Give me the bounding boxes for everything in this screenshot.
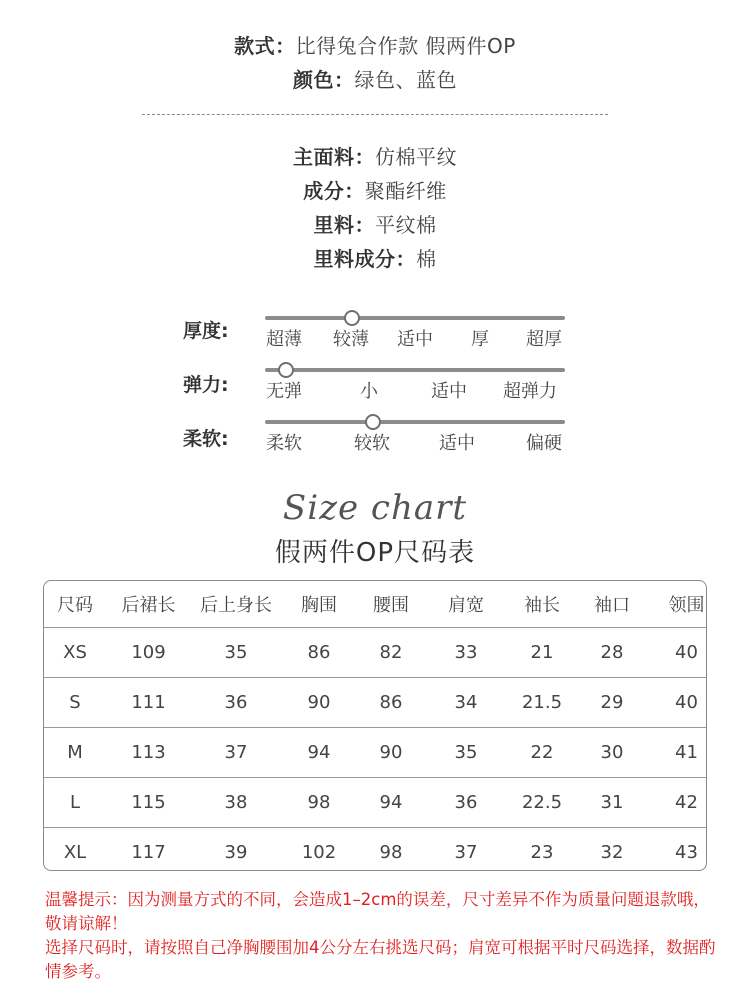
table-row	[44, 628, 707, 678]
table-cell: 36	[425, 778, 507, 828]
table-row	[44, 728, 707, 778]
table-cell: 28	[577, 628, 647, 678]
table-row	[44, 778, 707, 828]
spec-color-key: 颜色：	[293, 68, 355, 92]
table-cell: XS	[44, 628, 106, 678]
table-cell: 117	[106, 828, 191, 872]
elasticity-tick: 超弹力	[503, 381, 557, 402]
spec-lining	[0, 212, 750, 238]
softness-track	[265, 420, 565, 424]
table-cell: 82	[357, 628, 425, 678]
notice-line-selection: 选择尺码时，请按照自己净胸腰围加4公分左右挑选尺码；肩宽可根据平时尺码选择，数据酌情参考。	[45, 938, 716, 981]
spec-color	[0, 67, 750, 93]
table-cell: 90	[281, 678, 357, 728]
spec-lining-key: 里料：	[313, 213, 375, 237]
table-cell: 33	[425, 628, 507, 678]
table-cell: 94	[357, 778, 425, 828]
thickness-tick: 超薄	[266, 329, 302, 350]
spec-composition	[0, 178, 750, 204]
elasticity-tick: 无弹	[266, 381, 302, 402]
table-cell: 98	[281, 778, 357, 828]
softness-label: 柔软:	[183, 428, 229, 450]
table-cell: 40	[647, 678, 707, 728]
table-cell: 43	[647, 828, 707, 872]
table-cell: 37	[191, 728, 281, 778]
table-cell: 86	[357, 678, 425, 728]
table-cell: 32	[577, 828, 647, 872]
table-cell: 113	[106, 728, 191, 778]
table-header: 袖口	[594, 595, 630, 616]
table-cell: 29	[577, 678, 647, 728]
table-header: 尺码	[57, 595, 93, 616]
table-cell: 22	[507, 728, 577, 778]
table-header-row	[44, 581, 707, 628]
spec-lining-composition-value: 棉	[416, 247, 437, 271]
table-cell: 42	[647, 778, 707, 828]
table-cell: 34	[425, 678, 507, 728]
thickness-tick: 适中	[397, 329, 433, 350]
table-header: 胸围	[301, 595, 337, 616]
thickness-tick: 厚	[471, 329, 489, 350]
dashed-divider	[142, 114, 608, 115]
elasticity-track	[265, 368, 565, 372]
table-cell: 21.5	[507, 678, 577, 728]
table-header: 肩宽	[448, 595, 484, 616]
spec-composition-key: 成分：	[303, 179, 365, 203]
table-cell: 111	[106, 678, 191, 728]
table-cell: S	[44, 678, 106, 728]
table-cell: 39	[191, 828, 281, 872]
table-cell: 37	[425, 828, 507, 872]
size-notice	[45, 888, 725, 984]
softness-tick: 适中	[439, 433, 475, 454]
spec-fabric-key: 主面料：	[293, 145, 375, 169]
spec-lining-composition-key: 里料成分：	[313, 247, 416, 271]
table-row	[44, 678, 707, 728]
elasticity-tick: 小	[360, 381, 378, 402]
table-cell: 21	[507, 628, 577, 678]
spec-style-key: 款式：	[234, 34, 296, 58]
spec-fabric	[0, 144, 750, 170]
size-chart-title: 假两件OP尺码表	[274, 538, 476, 568]
table-cell: 40	[647, 628, 707, 678]
table-cell: 90	[357, 728, 425, 778]
table-cell: 22.5	[507, 778, 577, 828]
table-cell: 23	[507, 828, 577, 872]
table-header: 后裙长	[121, 595, 176, 616]
table-cell: 109	[106, 628, 191, 678]
elasticity-label: 弹力:	[183, 374, 229, 396]
table-cell: 30	[577, 728, 647, 778]
table-header: 后上身长	[200, 595, 272, 616]
table-cell: 102	[281, 828, 357, 872]
spec-style-value: 比得兔合作款 假两件OP	[295, 34, 516, 58]
table-cell: XL	[44, 828, 106, 872]
table-cell: 35	[191, 628, 281, 678]
size-chart-script-title: Size chart	[282, 488, 468, 528]
table-cell: 36	[191, 678, 281, 728]
softness-tick: 偏硬	[526, 433, 562, 454]
table-cell: 38	[191, 778, 281, 828]
table-row	[44, 828, 707, 872]
thickness-track	[265, 316, 565, 320]
elasticity-tick: 适中	[431, 381, 467, 402]
table-header: 领围	[668, 595, 705, 616]
notice-line-measurement: 温馨提示：因为测量方式的不同，会造成1–2cm的误差，尺寸差异不作为质量问题退款哦，敬请谅解！	[45, 890, 710, 933]
thickness-knob	[344, 310, 360, 326]
table-cell: 86	[281, 628, 357, 678]
table-cell: 35	[425, 728, 507, 778]
table-cell: 98	[357, 828, 425, 872]
table-cell: 41	[647, 728, 707, 778]
spec-composition-value: 聚酯纤维	[364, 179, 447, 203]
table-cell: 115	[106, 778, 191, 828]
softness-knob	[365, 414, 381, 430]
softness-tick: 较软	[354, 433, 390, 454]
thickness-tick: 超厚	[526, 329, 562, 350]
size-table	[43, 580, 707, 871]
spec-color-value: 绿色、蓝色	[354, 68, 457, 92]
table-cell: M	[44, 728, 106, 778]
softness-tick: 柔软	[266, 433, 302, 454]
table-cell: 94	[281, 728, 357, 778]
thickness-label: 厚度:	[183, 320, 229, 342]
table-header: 腰围	[373, 595, 409, 616]
table-header: 袖长	[524, 595, 560, 616]
spec-fabric-value: 仿棉平纹	[375, 145, 457, 169]
elasticity-knob	[278, 362, 294, 378]
spec-lining-composition	[0, 246, 750, 272]
spec-style	[0, 33, 750, 59]
table-cell: L	[44, 778, 106, 828]
spec-lining-value: 平纹棉	[375, 213, 437, 237]
table-cell: 31	[577, 778, 647, 828]
thickness-tick: 较薄	[333, 329, 369, 350]
